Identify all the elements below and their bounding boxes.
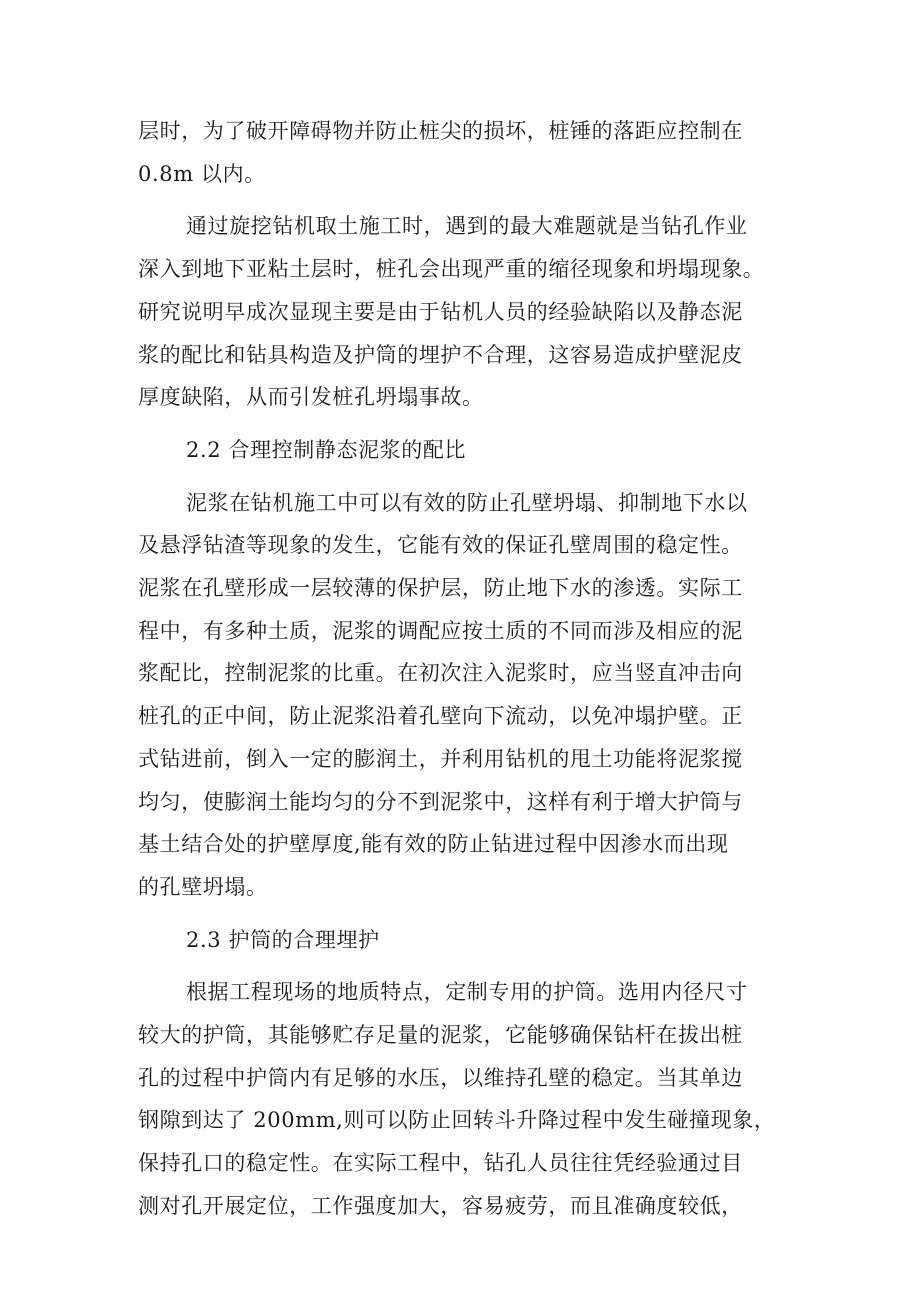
text-line: 泥浆在钻机施工中可以有效的防止孔壁坍塌、抑制地下水以 — [186, 490, 748, 515]
text-line: 研究说明早成次显现主要是由于钻机人员的经验缺陷以及静态泥 — [138, 299, 743, 324]
document-body — [138, 110, 798, 1228]
paragraph-gap — [138, 472, 798, 482]
text-line: 深入到地下亚粘土层时，桩孔会出现严重的缩径现象和坍塌现象。 — [138, 257, 765, 282]
section-heading-2-2: 2.2 合理控制静态泥浆的配比 — [186, 437, 467, 462]
text-line: 均匀，使膨润土能均匀的分不到泥浆中，这样有利于增大护筒与 — [138, 789, 743, 814]
text-line: 通过旋挖钻机取土施工时，遇到的最大难题就是当钻孔作业 — [186, 214, 748, 239]
text-line: 根据工程现场的地质特点，定制专用的护筒。选用内径尺寸 — [186, 980, 748, 1005]
text-line: 浆配比，控制泥浆的比重。在初次注入泥浆时，应当竖直冲击向 — [138, 661, 743, 686]
text-line: 0.8m 以内。 — [138, 161, 266, 186]
paragraph-gap — [138, 195, 798, 205]
text-line: 桩孔的正中间，防止泥浆沿着孔壁向下流动，以免冲塌护壁。正 — [138, 704, 743, 729]
text-line: 厚度缺陷，从而引发桩孔坍塌事故。 — [138, 385, 484, 410]
paragraph-gap — [138, 419, 798, 429]
text-line: 较大的护筒，其能够贮存足量的泥浆，它能够确保钻杆在拔出桩 — [138, 1023, 743, 1048]
text-line: 式钻进前，倒入一定的膨润土，并利用钻机的甩土功能将泥浆搅 — [138, 746, 743, 771]
paragraph-mud-ratio — [138, 482, 798, 909]
paragraph-continued — [138, 110, 798, 195]
text-line: 泥浆在孔壁形成一层较薄的保护层，防止地下水的渗透。实际工 — [138, 576, 743, 601]
text-line: 孔的过程中护筒内有足够的水压，以维持孔壁的稳定。当其单边 — [138, 1065, 743, 1090]
text-line: 基土结合处的护壁厚度,能有效的防止钻进过程中因渗水而出现 — [138, 832, 729, 857]
paragraph-casing — [138, 971, 798, 1227]
text-line: 程中，有多种土质，泥浆的调配应按土质的不同而涉及相应的泥 — [138, 618, 743, 643]
text-line: 及悬浮钻渣等现象的发生，它能有效的保证孔壁周围的稳定性。 — [138, 533, 743, 558]
text-line: 保持孔口的稳定性。在实际工程中，钻孔人员往往凭经验通过目 — [138, 1151, 743, 1176]
text-line: 的孔壁坍塌。 — [138, 874, 268, 899]
paragraph-rotary-drilling — [138, 205, 798, 419]
section-heading-2-3: 2.3 护筒的合理埋护 — [186, 927, 380, 952]
text-line: 层时，为了破开障碍物并防止桩尖的损坏，桩锤的落距应控制在 — [138, 119, 743, 143]
paragraph-gap — [138, 909, 798, 919]
text-line: 测对孔开展定位，工作强度加大，容易疲劳，而且准确度较低， — [138, 1193, 743, 1218]
paragraph-gap — [138, 961, 798, 971]
text-line: 钢隙到达了 200mm,则可以防止回转斗升降过程中发生碰撞现象， — [138, 1108, 776, 1133]
text-line: 浆的配比和钻具构造及护筒的埋护不合理，这容易造成护壁泥皮 — [138, 342, 743, 367]
